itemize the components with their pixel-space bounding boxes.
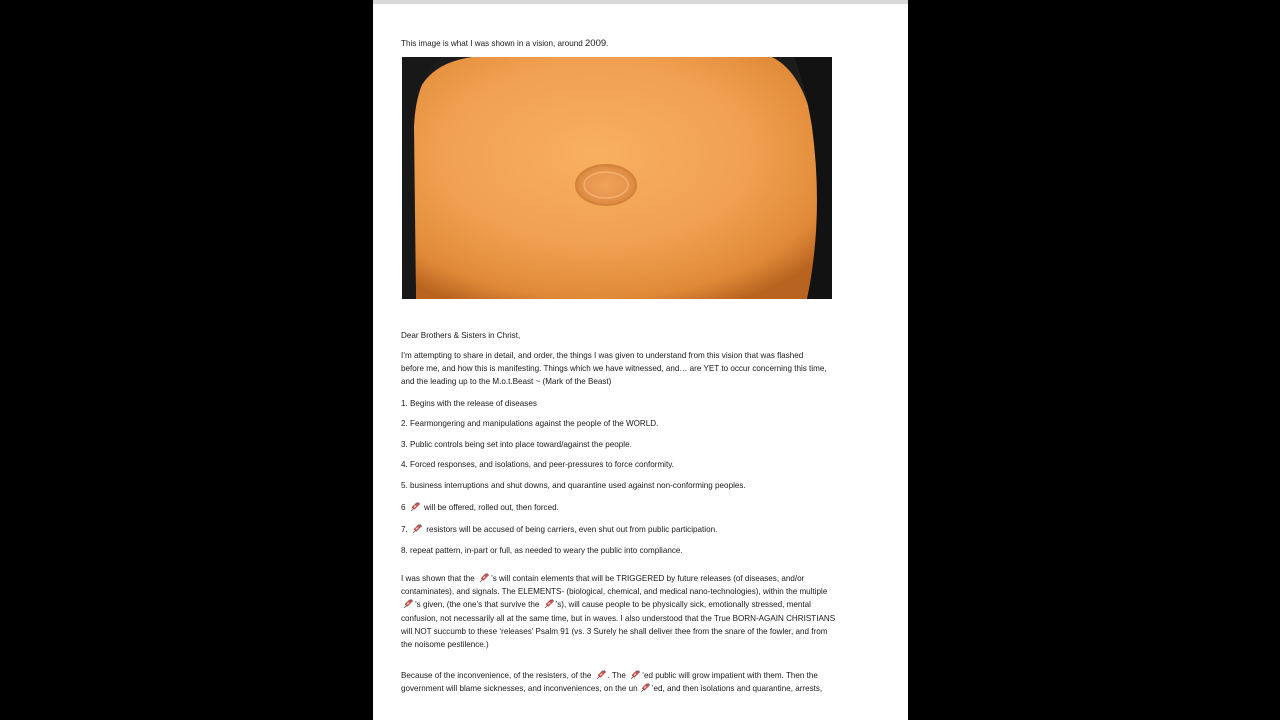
syringe-icon (629, 669, 641, 681)
list-item: 6 will be offered, rolled out, then forced. (401, 503, 559, 512)
list-item: 7. resistors will be accused of being carriers, even shut out from public participation. (401, 525, 718, 534)
paragraph-inconvenience: Because of the inconvenience, of the resisters, of the . The ’ed public will grow impatient with them. Then the government will blame sicknesses, and inconveniences, on the un ’ed, and then isolations and quarantine, arrests, (401, 671, 823, 694)
syringe-icon (543, 598, 555, 610)
syringe-icon (402, 598, 414, 610)
list-item: 2. Fearmongering and manipulations against the people of the WORLD. (401, 419, 659, 428)
greeting: Dear Brothers & Sisters in Christ, (401, 331, 521, 340)
syringe-icon (639, 682, 651, 694)
list-item: 4. Forced responses, and isolations, and peer-pressures to force conformity. (401, 460, 674, 469)
syringe-icon (411, 523, 423, 535)
intro-line: This image is what I was shown in a vision, around 2009. (401, 38, 609, 49)
list-item: 5. business interruptions and shut downs, and quarantine used against non-conforming peoples. (401, 481, 746, 490)
list-item: 3. Public controls being set into place toward/against the people. (401, 440, 632, 449)
syringe-icon (478, 572, 490, 584)
vision-arm-image (402, 57, 832, 299)
document-page (373, 0, 908, 720)
list-item: 8. repeat pattern, in-part or full, as needed to weary the public into compliance. (401, 546, 683, 555)
syringe-icon (595, 669, 607, 681)
paragraph-intro: I’m attempting to share in detail, and order, the things I was given to understand from this vision that was flashed before me, and how this is manifesting. Things which we have witnessed, and… are YET to occur concerning this time, and the leading up to the M.o.t.Beast ~ (Mark of the Beast) (401, 351, 827, 387)
list-item: 1. Begins with the release of diseases (401, 399, 537, 408)
page-top-border (373, 0, 908, 4)
syringe-icon (409, 501, 421, 513)
paragraph-elements: I was shown that the ’s will contain elements that will be TRIGGERED by future releases (of diseases, and/or contaminates), and signals. The ELEMENTS- (biological, chemical, and medical nano-technologies), within the multiple ’s given, (the one’s that survive the ’s), will cause people to be physically sick, emotionally stressed, mental confusion, not necessarily all at the same time, but in waves. I also understood that the True BORN-AGAIN CHRISTIANS will NOT succumb to these ‘releases’ Psalm 91 (vs. 3 Surely he shall deliver thee from the snare of the fowler, and from the noisome pestilence.) (401, 574, 836, 650)
